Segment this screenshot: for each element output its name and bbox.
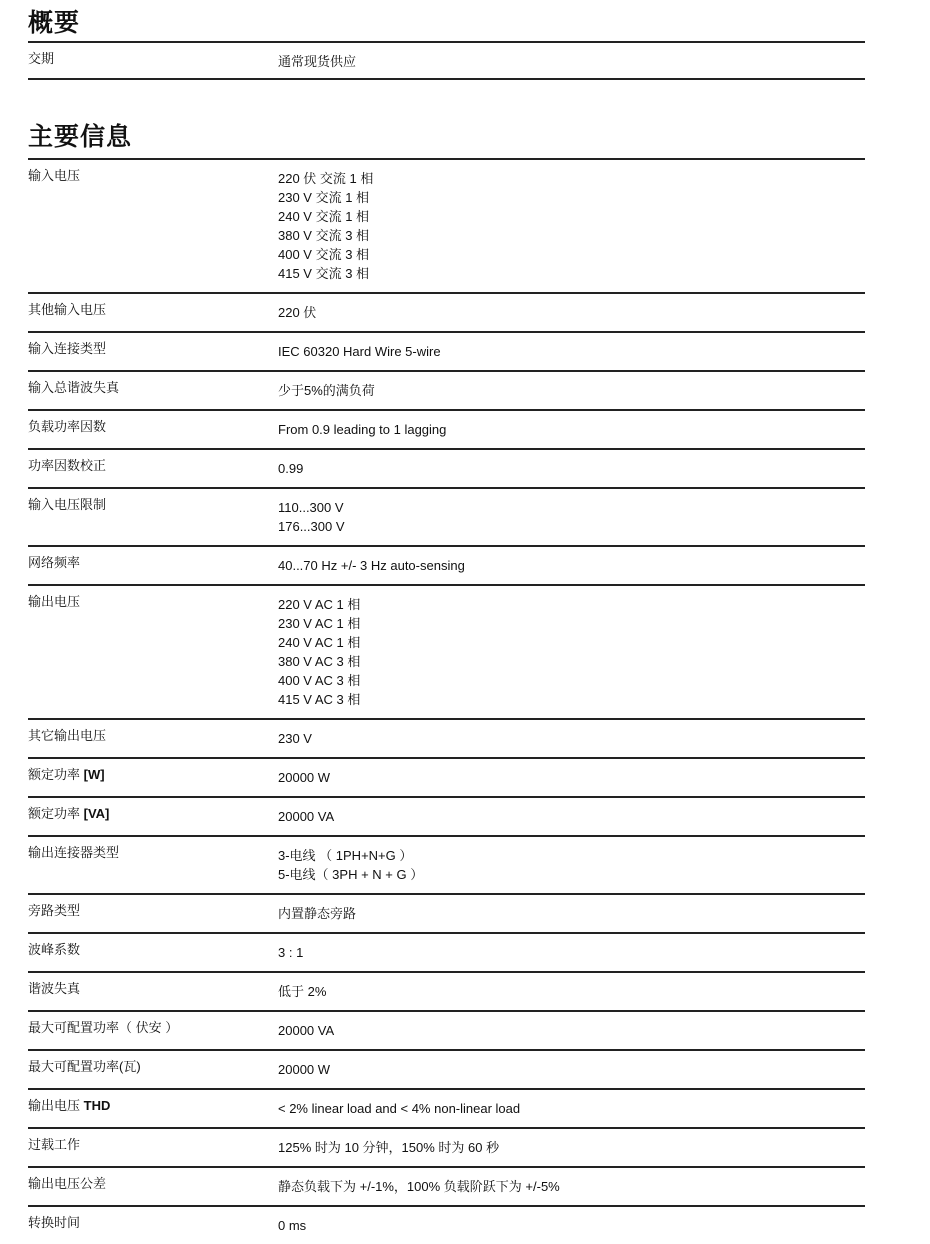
spec-label: 输入电压限制 — [28, 497, 107, 512]
spec-row — [28, 934, 865, 973]
main-info-title: 主要信息 — [28, 115, 865, 160]
spec-label-text: 输出电压 — [28, 1098, 84, 1113]
spec-row — [28, 586, 865, 720]
spec-value — [278, 593, 865, 709]
spec-value — [278, 805, 865, 826]
spec-value — [278, 301, 865, 322]
spec-row — [28, 160, 865, 294]
spec-row — [28, 411, 865, 450]
spec-label: 网络频率 — [28, 555, 81, 570]
spec-value — [278, 379, 865, 400]
spec-value — [278, 980, 865, 1001]
spec-value — [278, 1214, 865, 1235]
spec-value — [278, 902, 865, 923]
spec-row — [28, 1090, 865, 1129]
spec-value-line: 3 : 1 — [278, 945, 304, 960]
spec-value-line: IEC 60320 Hard Wire 5-wire — [278, 344, 441, 359]
spec-row — [28, 759, 865, 798]
spec-value-line: 40...70 Hz +/- 3 Hz auto-sensing — [278, 558, 465, 573]
spec-value-line: 少于5%的满负荷 — [278, 383, 375, 398]
spec-label: 旁路类型 — [28, 903, 81, 918]
spec-row — [28, 294, 865, 333]
spec-label — [28, 1096, 278, 1118]
spec-value-line: 220 伏 — [278, 305, 317, 320]
spec-row — [28, 43, 865, 80]
spec-label: 交期 — [28, 51, 55, 66]
spec-label: 转换时间 — [28, 1215, 81, 1230]
spec-value — [278, 727, 865, 748]
spec-row — [28, 798, 865, 837]
overview-table — [28, 43, 865, 80]
spec-value — [278, 1097, 865, 1118]
spec-label: 谐波失真 — [28, 981, 81, 996]
spec-value-line: 通常现货供应 — [278, 54, 357, 69]
spec-value-line: 400 V 交流 3 相 — [278, 247, 370, 262]
spec-value — [278, 1058, 865, 1079]
spec-row — [28, 837, 865, 895]
spec-label: 最大可配置功率(瓦) — [28, 1059, 141, 1074]
spec-label — [28, 804, 278, 826]
spec-value-line: 230 V AC 1 相 — [278, 616, 361, 631]
spec-label: 其他输入电压 — [28, 302, 107, 317]
spec-value-line: 415 V AC 3 相 — [278, 692, 361, 707]
spec-value-line: 0 ms — [278, 1218, 307, 1233]
spec-label-unit: THD — [83, 1098, 111, 1113]
spec-value-line: 380 V AC 3 相 — [278, 654, 361, 669]
spec-value-line: 110...300 V — [278, 500, 344, 515]
spec-value-line: 0.99 — [278, 461, 304, 476]
spec-value-line: From 0.9 leading to 1 lagging — [278, 422, 447, 437]
spec-value-line: 20000 VA — [278, 1023, 335, 1038]
spec-value-line: 3-电线 （ 1PH+N+G ） — [278, 848, 413, 863]
spec-value — [278, 496, 865, 536]
spec-value-line: 220 伏 交流 1 相 — [278, 171, 374, 186]
spec-label: 输入连接类型 — [28, 341, 107, 356]
spec-value — [278, 1019, 865, 1040]
spec-value — [278, 340, 865, 361]
spec-value — [278, 844, 865, 884]
spec-row — [28, 1012, 865, 1051]
spec-value — [278, 1136, 865, 1157]
spec-value-line: 5-电线（ 3PH + N + G ） — [278, 867, 424, 882]
spec-label-unit: [W] — [83, 767, 105, 782]
spec-row — [28, 547, 865, 586]
spec-value-line: 125% 时为 10 分钟，150% 时为 60 秒 — [278, 1140, 500, 1155]
spec-value-line: 内置静态旁路 — [278, 906, 357, 921]
spec-value-line: 380 V 交流 3 相 — [278, 228, 370, 243]
spec-row — [28, 333, 865, 372]
spec-value-line: 176...300 V — [278, 519, 345, 534]
spec-row — [28, 1168, 865, 1207]
spec-value-line: 220 V AC 1 相 — [278, 597, 361, 612]
spec-label-text: 额定功率 — [28, 767, 84, 782]
spec-value-line: 230 V — [278, 731, 312, 746]
spec-label: 输出连接器类型 — [28, 845, 120, 860]
spec-label: 输出电压公差 — [28, 1176, 107, 1191]
spec-row — [28, 1207, 865, 1244]
spec-label: 最大可配置功率（ 伏安 ） — [28, 1020, 179, 1035]
spec-row — [28, 489, 865, 547]
spec-value — [278, 554, 865, 575]
spec-label: 功率因数校正 — [28, 458, 107, 473]
main-info-table — [28, 160, 865, 1244]
spec-row — [28, 1051, 865, 1090]
spec-value — [278, 1175, 865, 1196]
spec-value-line: 20000 W — [278, 1062, 331, 1077]
spec-label-text: 额定功率 — [28, 806, 84, 821]
spec-label-unit: [VA] — [83, 806, 110, 821]
spec-row — [28, 895, 865, 934]
spec-value-line: 400 V AC 3 相 — [278, 673, 361, 688]
spec-value — [278, 941, 865, 962]
spec-value-line: 低于 2% — [278, 984, 327, 999]
spec-value — [278, 50, 865, 71]
spec-label: 波峰系数 — [28, 942, 81, 957]
spec-label: 过载工作 — [28, 1137, 81, 1152]
spec-label: 负载功率因数 — [28, 419, 107, 434]
spec-value — [278, 418, 865, 439]
overview-title: 概要 — [28, 0, 865, 43]
spec-value — [278, 457, 865, 478]
spec-label — [28, 765, 278, 787]
spec-value-line: 20000 VA — [278, 809, 335, 824]
spec-value — [278, 167, 865, 283]
spec-value-line: 230 V 交流 1 相 — [278, 190, 370, 205]
spec-value-line: 415 V 交流 3 相 — [278, 266, 370, 281]
spec-value-line: 240 V AC 1 相 — [278, 635, 361, 650]
spec-value-line: 20000 W — [278, 770, 331, 785]
spec-value-line: 240 V 交流 1 相 — [278, 209, 370, 224]
spec-row — [28, 1129, 865, 1168]
spec-sheet — [28, 0, 865, 1244]
spec-row — [28, 973, 865, 1012]
spec-value — [278, 766, 865, 787]
spec-value-line: 静态负载下为 +/-1%，100% 负载阶跃下为 +/-5% — [278, 1179, 560, 1194]
spec-label: 其它输出电压 — [28, 728, 107, 743]
spec-label: 输入电压 — [28, 168, 81, 183]
spec-row — [28, 720, 865, 759]
spec-row — [28, 372, 865, 411]
spec-row — [28, 450, 865, 489]
spec-value-line: < 2% linear load and < 4% non-linear load — [278, 1101, 521, 1116]
spec-label: 输入总谐波失真 — [28, 380, 120, 395]
spec-label: 输出电压 — [28, 594, 81, 609]
